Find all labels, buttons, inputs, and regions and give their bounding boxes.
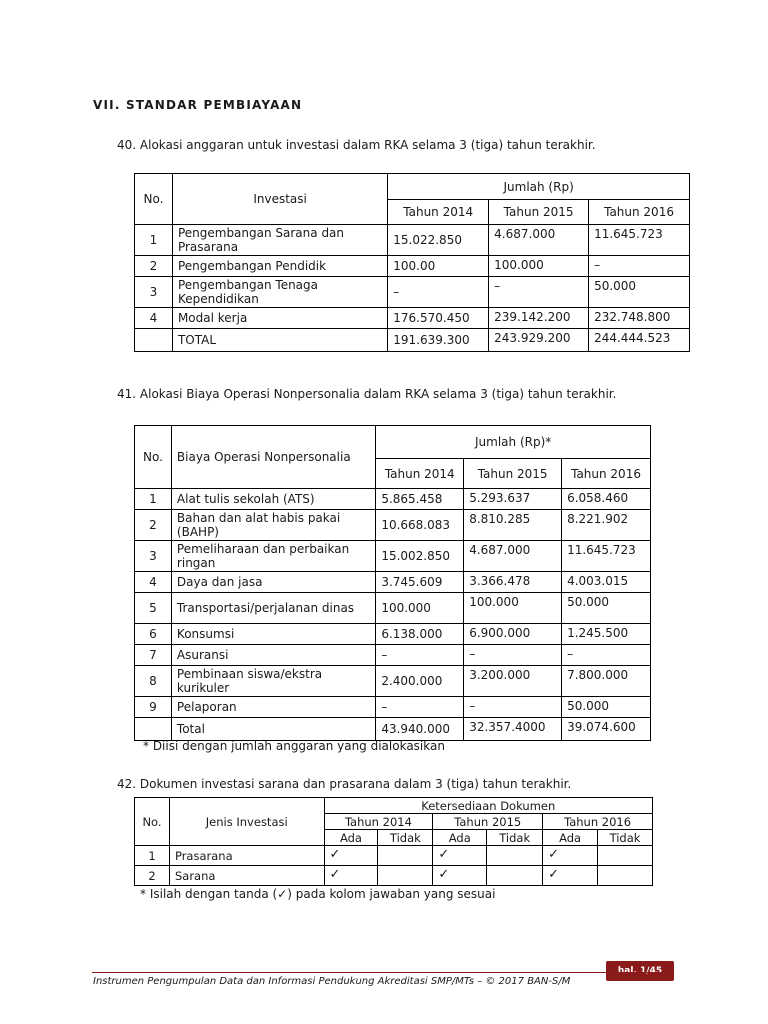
table-row — [135, 697, 651, 718]
header-tidak: Tidak — [487, 830, 543, 846]
row-no: 6 — [135, 624, 172, 645]
header-tidak: Tidak — [598, 830, 653, 846]
header-2015: Tahun 2015 — [433, 814, 543, 830]
row-2015: – — [464, 697, 562, 718]
row-name: Transportasi/perjalanan dinas — [171, 593, 375, 624]
row-name: TOTAL — [172, 329, 387, 352]
row-name: Sarana — [169, 866, 324, 886]
header-ada: Ada — [324, 830, 378, 846]
row-2016: 11.645.723 — [562, 541, 651, 572]
row-2016: – — [589, 256, 690, 277]
header-2014: Tahun 2014 — [324, 814, 433, 830]
header-2016: Tahun 2016 — [543, 814, 653, 830]
table-row — [135, 489, 651, 510]
row-name: Pengembangan Pendidik — [172, 256, 387, 277]
row-no: 7 — [135, 645, 172, 666]
row-2015: 243.929.200 — [489, 329, 589, 352]
header-jumlah: Jumlah (Rp) — [388, 174, 690, 200]
header-2014: Tahun 2014 — [376, 459, 464, 489]
table-row — [135, 593, 651, 624]
row-name: Prasarana — [169, 846, 324, 866]
table-row — [135, 572, 651, 593]
row-name: Konsumsi — [171, 624, 375, 645]
row-2014: 100.000 — [376, 593, 464, 624]
header-investasi: Investasi — [172, 174, 387, 225]
row-2014: 6.138.000 — [376, 624, 464, 645]
row-2014: 15.022.850 — [388, 225, 489, 256]
table-row — [135, 645, 651, 666]
mark-cell — [378, 866, 433, 886]
header-ada: Ada — [543, 830, 598, 846]
table-row — [135, 846, 653, 866]
header-tidak: Tidak — [378, 830, 433, 846]
checkmark-icon: ✓ — [433, 846, 487, 866]
section-title: VII. STANDAR PEMBIAYAAN — [93, 98, 303, 112]
table-row — [135, 277, 690, 308]
table-row — [135, 308, 690, 329]
header-jenis: Jenis Investasi — [169, 798, 324, 846]
row-2016: 232.748.800 — [589, 308, 690, 329]
nonpersonnel-table — [134, 425, 651, 741]
row-name: Pengembangan Sarana dan Prasarana — [172, 225, 387, 256]
row-2014: 2.400.000 — [376, 666, 464, 697]
row-2015: 32.357.4000 — [464, 718, 562, 741]
table-row — [135, 624, 651, 645]
row-2015: 100.000 — [464, 593, 562, 624]
row-2016: – — [562, 645, 651, 666]
row-no: 2 — [135, 256, 173, 277]
table-row — [135, 510, 651, 541]
row-2016: 244.444.523 — [589, 329, 690, 352]
row-no: 8 — [135, 666, 172, 697]
row-no: 9 — [135, 697, 172, 718]
checkmark-icon: ✓ — [433, 866, 487, 886]
row-2015: 4.687.000 — [489, 225, 589, 256]
mark-cell — [487, 866, 543, 886]
table-row-total — [135, 329, 690, 352]
row-2014: – — [376, 645, 464, 666]
table-row — [135, 666, 651, 697]
row-2014: 5.865.458 — [376, 489, 464, 510]
row-no: 4 — [135, 572, 172, 593]
row-no: 4 — [135, 308, 173, 329]
row-no: 2 — [135, 510, 172, 541]
row-2014: 100.00 — [388, 256, 489, 277]
table-row — [135, 256, 690, 277]
mark-cell — [487, 846, 543, 866]
row-2016: 50.000 — [562, 593, 651, 624]
page-number-badge: hal. 1/45 — [606, 961, 674, 981]
row-no: 1 — [135, 489, 172, 510]
row-2016: 1.245.500 — [562, 624, 651, 645]
note-41: * Diisi dengan jumlah anggaran yang dialokasikan — [143, 739, 445, 753]
question-41: 41. Alokasi Biaya Operasi Nonpersonalia dalam RKA selama 3 (tiga) tahun terakhir. — [117, 387, 617, 401]
checkmark-icon: ✓ — [543, 866, 598, 886]
header-2016: Tahun 2016 — [562, 459, 651, 489]
mark-cell — [598, 866, 653, 886]
row-name: Bahan dan alat habis pakai (BAHP) — [171, 510, 375, 541]
table-row — [135, 541, 651, 572]
header-jumlah: Jumlah (Rp)* — [376, 426, 651, 459]
mark-cell — [378, 846, 433, 866]
table-row — [135, 866, 653, 886]
row-name: Pelaporan — [171, 697, 375, 718]
mark-cell — [598, 846, 653, 866]
row-name: Pembinaan siswa/ekstra kurikuler — [171, 666, 375, 697]
row-2014: 191.639.300 — [388, 329, 489, 352]
row-2016: 39.074.600 — [562, 718, 651, 741]
note-42: * Isilah dengan tanda (✓) pada kolom jawaban yang sesuai — [140, 887, 496, 901]
row-2016: 8.221.902 — [562, 510, 651, 541]
row-name: Modal kerja — [172, 308, 387, 329]
row-2015: 4.687.000 — [464, 541, 562, 572]
document-table — [134, 797, 653, 886]
header-2015: Tahun 2015 — [464, 459, 562, 489]
header-ketersediaan: Ketersediaan Dokumen — [324, 798, 652, 814]
row-name: Asuransi — [171, 645, 375, 666]
row-2015: – — [464, 645, 562, 666]
row-2016: 7.800.000 — [562, 666, 651, 697]
checkmark-icon: ✓ — [543, 846, 598, 866]
header-no: No. — [135, 426, 172, 489]
header-2016: Tahun 2016 — [589, 200, 690, 225]
row-2014: – — [376, 697, 464, 718]
row-2016: 50.000 — [589, 277, 690, 308]
row-no — [135, 718, 172, 741]
header-2014: Tahun 2014 — [388, 200, 489, 225]
row-2015: 8.810.285 — [464, 510, 562, 541]
table-row — [135, 225, 690, 256]
row-2015: 5.293.637 — [464, 489, 562, 510]
row-name: Daya dan jasa — [171, 572, 375, 593]
header-no: No. — [135, 798, 170, 846]
row-2014: – — [388, 277, 489, 308]
row-2014: 176.570.450 — [388, 308, 489, 329]
row-2014: 15.002.850 — [376, 541, 464, 572]
row-name: Pengembangan Tenaga Kependidikan — [172, 277, 387, 308]
row-2015: – — [489, 277, 589, 308]
checkmark-icon: ✓ — [324, 846, 378, 866]
investment-table — [134, 173, 690, 352]
header-no: No. — [135, 174, 173, 225]
row-2015: 3.200.000 — [464, 666, 562, 697]
row-2014: 10.668.083 — [376, 510, 464, 541]
row-no: 2 — [135, 866, 170, 886]
question-42: 42. Dokumen investasi sarana dan prasarana dalam 3 (tiga) tahun terakhir. — [117, 777, 572, 791]
header-2015: Tahun 2015 — [489, 200, 589, 225]
row-name: Alat tulis sekolah (ATS) — [171, 489, 375, 510]
row-no: 1 — [135, 846, 170, 866]
footer-divider — [92, 972, 674, 973]
row-2016: 6.058.460 — [562, 489, 651, 510]
question-40: 40. Alokasi anggaran untuk investasi dalam RKA selama 3 (tiga) tahun terakhir. — [117, 138, 596, 152]
row-2016: 4.003.015 — [562, 572, 651, 593]
footer-text: Instrumen Pengumpulan Data dan Informasi Pendukung Akreditasi SMP/MTs – © 2017 BAN-S/M — [93, 976, 571, 987]
header-ada: Ada — [433, 830, 487, 846]
row-2016: 50.000 — [562, 697, 651, 718]
row-no: 3 — [135, 277, 173, 308]
table-row-total — [135, 718, 651, 741]
row-no: 5 — [135, 593, 172, 624]
row-2015: 3.366.478 — [464, 572, 562, 593]
row-2014: 43.940.000 — [376, 718, 464, 741]
row-2016: 11.645.723 — [589, 225, 690, 256]
row-2015: 6.900.000 — [464, 624, 562, 645]
row-2015: 239.142.200 — [489, 308, 589, 329]
row-no: 3 — [135, 541, 172, 572]
row-2015: 100.000 — [489, 256, 589, 277]
row-name: Total — [171, 718, 375, 741]
row-name: Pemeliharaan dan perbaikan ringan — [171, 541, 375, 572]
row-no: 1 — [135, 225, 173, 256]
row-no — [135, 329, 173, 352]
header-biaya: Biaya Operasi Nonpersonalia — [171, 426, 375, 489]
checkmark-icon: ✓ — [324, 866, 378, 886]
row-2014: 3.745.609 — [376, 572, 464, 593]
